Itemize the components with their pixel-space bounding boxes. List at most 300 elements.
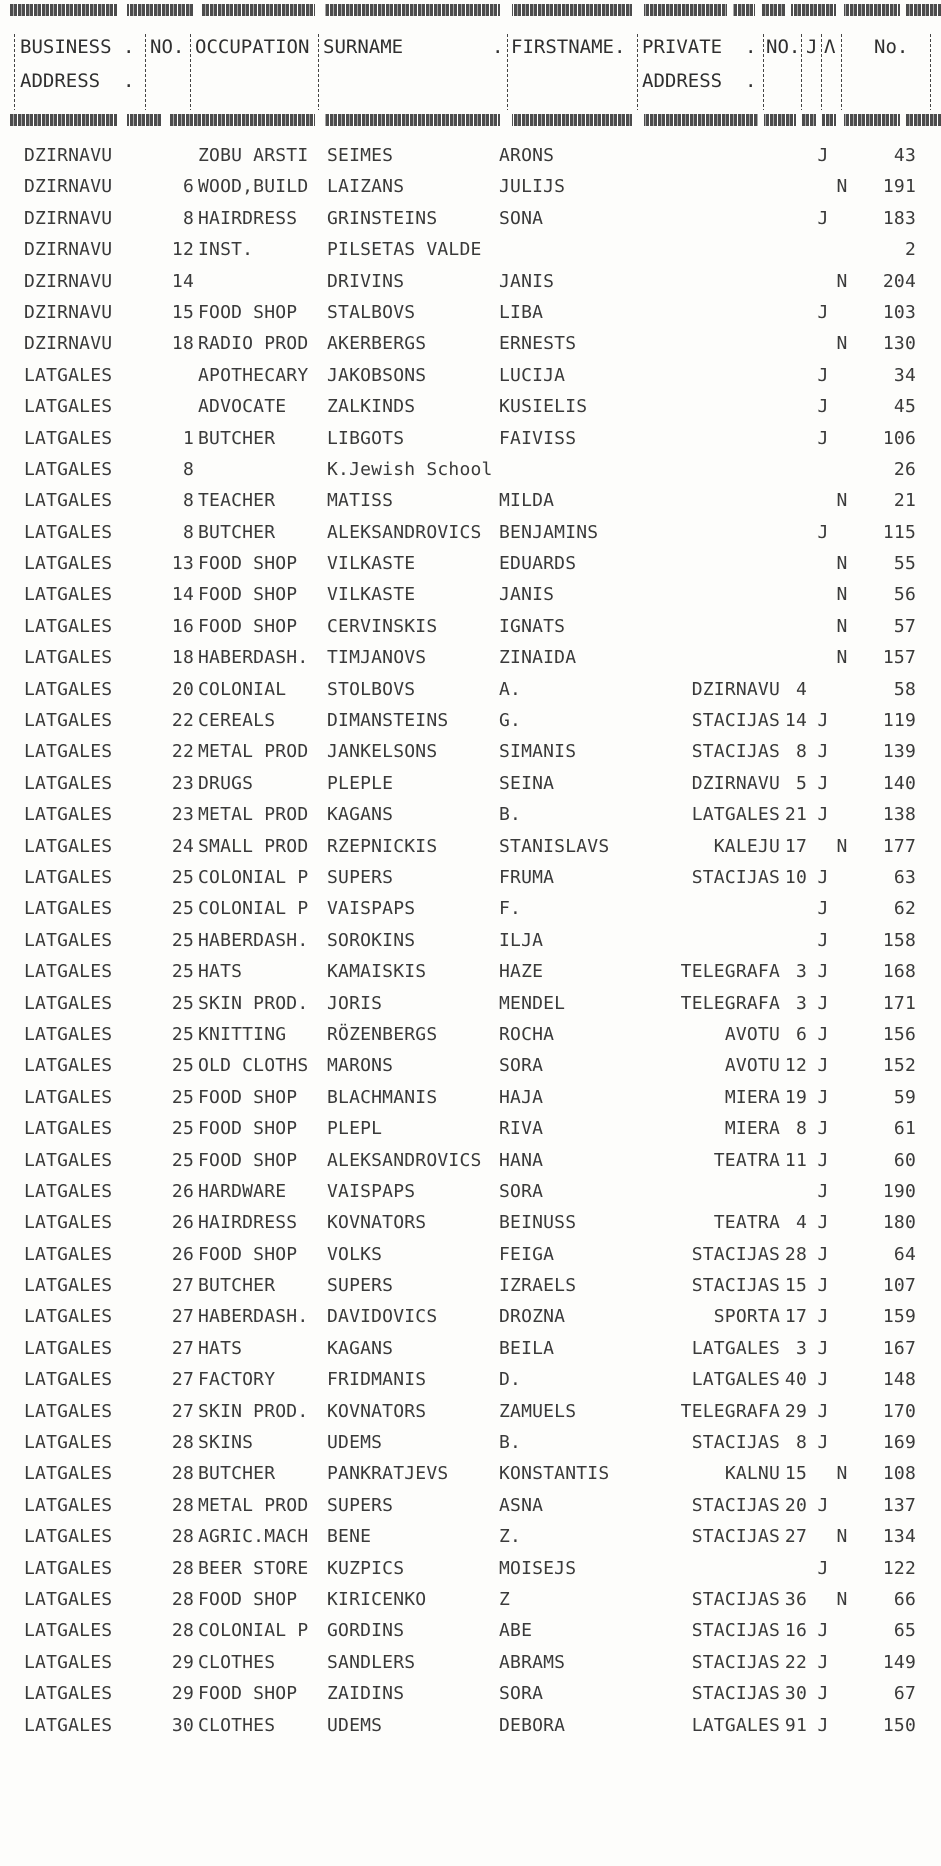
table-row (0, 1019, 941, 1050)
header-occupation: OCCUPATION (195, 36, 310, 58)
j-flag-cell: J (817, 427, 829, 449)
record-number-cell: 34 (893, 364, 916, 386)
record-number-cell: 64 (893, 1243, 916, 1265)
occupation-cell: COLONIAL (198, 678, 287, 700)
j-flag-cell: J (817, 961, 829, 983)
j-flag-cell: J (817, 710, 829, 732)
table-row (0, 925, 941, 956)
private-number-cell: 5 (795, 772, 807, 794)
private-address-cell: STACIJAS (691, 1243, 780, 1265)
surname-cell: PILSETAS VALDE (327, 239, 482, 261)
j-flag-cell: J (817, 1055, 829, 1077)
private-number-cell: 14 (784, 710, 807, 732)
surname-cell: VAISPAPS (327, 1180, 416, 1202)
private-number-cell: 20 (784, 1494, 807, 1516)
record-number-cell: 191 (882, 176, 916, 198)
private-number-cell: 16 (784, 1620, 807, 1642)
table-row (0, 1113, 941, 1144)
table-row (0, 1521, 941, 1552)
private-address-cell: LATGALES (691, 804, 780, 826)
business-number-cell: 27 (171, 1400, 194, 1422)
j-flag-cell: J (817, 804, 829, 826)
table-row (0, 831, 941, 862)
occupation-cell: BUTCHER (198, 521, 276, 543)
occupation-cell: APOTHECARY (198, 364, 309, 386)
table-row (0, 862, 941, 893)
table-row (0, 642, 941, 673)
business-address-cell: LATGALES (24, 1212, 113, 1234)
record-number-cell: 26 (893, 458, 916, 480)
business-number-cell: 25 (171, 1086, 194, 1108)
occupation-cell: HABERDASH. (198, 647, 309, 669)
surname-cell: GRINSTEINS (327, 207, 438, 229)
private-number-cell: 30 (784, 1683, 807, 1705)
surname-cell: FRIDMANIS (327, 1369, 427, 1391)
private-number-cell: 11 (784, 1149, 807, 1171)
business-address-cell: DZIRNAVU (24, 145, 113, 166)
private-address-cell: MIERA (724, 1118, 780, 1140)
table-row (0, 1207, 941, 1238)
firstname-cell: JANIS (499, 584, 555, 606)
occupation-cell: ZOBU ARSTI (198, 145, 309, 166)
business-number-cell: 18 (171, 333, 194, 355)
header-firstname: FIRSTNAME. (511, 36, 626, 58)
header-divider (145, 34, 146, 110)
business-address-cell: LATGALES (24, 1526, 113, 1548)
firstname-cell: ABRAMS (499, 1651, 566, 1673)
firstname-cell: SONA (499, 207, 544, 229)
surname-cell: KOVNATORS (327, 1400, 427, 1422)
private-number-cell: 15 (784, 1275, 807, 1297)
firstname-cell: ZINAIDA (499, 647, 577, 669)
business-address-cell: LATGALES (24, 1180, 113, 1202)
occupation-cell: HABERDASH. (198, 929, 309, 951)
business-number-cell: 25 (171, 1118, 194, 1140)
surname-cell: PLEPLE (327, 772, 394, 794)
private-address-cell: TELEGRAFA (680, 961, 780, 983)
surname-cell: UDEMS (327, 1714, 383, 1736)
header-divider (801, 34, 802, 110)
business-number-cell: 27 (171, 1306, 194, 1328)
firstname-cell: SORA (499, 1683, 544, 1705)
dotted-rule-top (10, 4, 941, 16)
firstname-cell: HANA (499, 1149, 544, 1171)
record-number-cell: 171 (882, 992, 916, 1014)
business-address-cell: LATGALES (24, 1651, 113, 1673)
header-no: NO. (150, 36, 185, 58)
j-flag-cell: J (817, 1212, 829, 1234)
record-number-cell: 45 (893, 396, 916, 418)
header-surname: SURNAME (323, 36, 404, 58)
private-address-cell: STACIJAS (691, 1494, 780, 1516)
firstname-cell: ERNESTS (499, 333, 577, 355)
table-row (0, 1615, 941, 1646)
occupation-cell: HAIRDRESS (198, 1212, 298, 1234)
business-number-cell: 27 (171, 1275, 194, 1297)
record-number-cell: 170 (882, 1400, 916, 1422)
firstname-cell: BEILA (499, 1337, 555, 1359)
surname-cell: KOVNATORS (327, 1212, 427, 1234)
record-number-cell: 61 (893, 1118, 916, 1140)
surname-cell: PLEPL (327, 1118, 383, 1140)
j-flag-cell: J (817, 772, 829, 794)
private-address-cell: TELEGRAFA (680, 992, 780, 1014)
surname-cell: VAISPAPS (327, 898, 416, 920)
firstname-cell: JULIJS (499, 176, 566, 198)
occupation-cell: BUTCHER (198, 1275, 276, 1297)
firstname-cell: ARONS (499, 145, 555, 166)
private-address-cell: STACIJAS (691, 1651, 780, 1673)
table-row (0, 1553, 941, 1584)
occupation-cell: INST. (198, 239, 254, 261)
table-row (0, 893, 941, 924)
private-number-cell: 22 (784, 1651, 807, 1673)
private-address-cell: STACIJAS (691, 741, 780, 763)
j-flag-cell: J (817, 1683, 829, 1705)
j-flag-cell: J (817, 1337, 829, 1359)
private-number-cell: 36 (784, 1588, 807, 1610)
private-number-cell: 17 (784, 1306, 807, 1328)
n-flag-cell: N (836, 1588, 848, 1610)
occupation-cell: CLOTHES (198, 1651, 276, 1673)
private-address-cell: STACIJAS (691, 866, 780, 888)
firstname-cell: ASNA (499, 1494, 544, 1516)
header-n: Λ (824, 36, 836, 58)
business-address-cell: LATGALES (24, 647, 113, 669)
business-address-cell: LATGALES (24, 427, 113, 449)
firstname-cell: RIVA (499, 1118, 544, 1140)
firstname-cell: ZAMUELS (499, 1400, 577, 1422)
record-number-cell: 138 (882, 804, 916, 826)
j-flag-cell: J (817, 1275, 829, 1297)
record-number-cell: 159 (882, 1306, 916, 1328)
table-row (0, 234, 941, 265)
record-number-cell: 130 (882, 333, 916, 355)
business-number-cell: 8 (182, 490, 194, 512)
business-address-cell: LATGALES (24, 1275, 113, 1297)
business-address-cell: LATGALES (24, 490, 113, 512)
occupation-cell: CLOTHES (198, 1714, 276, 1736)
j-flag-cell: J (817, 898, 829, 920)
n-flag-cell: N (836, 615, 848, 637)
surname-cell: KUZPICS (327, 1557, 405, 1579)
surname-cell: STOLBOVS (327, 678, 416, 700)
occupation-cell: COLONIAL P (198, 866, 309, 888)
occupation-cell: HARDWARE (198, 1180, 287, 1202)
private-number-cell: 19 (784, 1086, 807, 1108)
record-number-cell: 63 (893, 866, 916, 888)
record-number-cell: 106 (882, 427, 916, 449)
business-number-cell: 8 (182, 521, 194, 543)
table-row (0, 1333, 941, 1364)
occupation-cell: COLONIAL P (198, 1620, 309, 1642)
occupation-cell: COLONIAL P (198, 898, 309, 920)
record-number-cell: 204 (882, 270, 916, 292)
private-address-cell: DZIRNAVU (691, 678, 780, 700)
occupation-cell: HABERDASH. (198, 1306, 309, 1328)
record-number-cell: 56 (893, 584, 916, 606)
private-number-cell: 21 (784, 804, 807, 826)
table-row (0, 768, 941, 799)
header-divider (318, 34, 319, 110)
j-flag-cell: J (817, 1714, 829, 1736)
table-row (0, 1710, 941, 1741)
j-flag-cell: J (817, 929, 829, 951)
surname-cell: GORDINS (327, 1620, 405, 1642)
j-flag-cell: J (817, 1651, 829, 1673)
record-number-cell: 65 (893, 1620, 916, 1642)
record-number-cell: 157 (882, 647, 916, 669)
table-row (0, 454, 941, 485)
business-address-cell: DZIRNAVU (24, 270, 113, 292)
header-number: No. (874, 36, 909, 58)
private-number-cell: 28 (784, 1243, 807, 1265)
table-row (0, 1301, 941, 1332)
business-number-cell: 25 (171, 1055, 194, 1077)
private-address-cell: STACIJAS (691, 1526, 780, 1548)
business-number-cell: 23 (171, 772, 194, 794)
firstname-cell: ABE (499, 1620, 533, 1642)
table-row (0, 1176, 941, 1207)
firstname-cell: MOISEJS (499, 1557, 577, 1579)
firstname-cell: HAJA (499, 1086, 544, 1108)
private-number-cell: 17 (784, 835, 807, 857)
firstname-cell: B. (499, 1432, 522, 1454)
private-address-cell: LATGALES (691, 1337, 780, 1359)
occupation-cell: FOOD SHOP (198, 1683, 298, 1705)
occupation-cell: OLD CLOTHS (198, 1055, 309, 1077)
business-number-cell: 1 (182, 427, 194, 449)
private-address-cell: KALEJU (713, 835, 780, 857)
n-flag-cell: N (836, 176, 848, 198)
header-j: J (806, 36, 818, 58)
private-address-cell: AVOTU (724, 1023, 780, 1045)
record-number-cell: 190 (882, 1180, 916, 1202)
n-flag-cell: N (836, 333, 848, 355)
header-dot: . (492, 36, 504, 58)
table-row (0, 360, 941, 391)
surname-cell: VOLKS (327, 1243, 383, 1265)
business-number-cell: 14 (171, 584, 194, 606)
private-number-cell: 12 (784, 1055, 807, 1077)
surname-cell: SUPERS (327, 1275, 394, 1297)
private-address-cell: DZIRNAVU (691, 772, 780, 794)
business-number-cell: 28 (171, 1557, 194, 1579)
header-business-address: BUSINESS . ADDRESS . (20, 36, 135, 92)
private-number-cell: 3 (795, 992, 807, 1014)
business-number-cell: 8 (182, 458, 194, 480)
surname-cell: MARONS (327, 1055, 394, 1077)
occupation-cell: BUTCHER (198, 427, 276, 449)
record-number-cell: 59 (893, 1086, 916, 1108)
occupation-cell: HATS (198, 961, 243, 983)
surname-cell: SANDLERS (327, 1651, 416, 1673)
table-row (0, 391, 941, 422)
table-row (0, 736, 941, 767)
table-row (0, 1490, 941, 1521)
record-number-cell: 150 (882, 1714, 916, 1736)
firstname-cell: ILJA (499, 929, 544, 951)
private-address-cell: MIERA (724, 1086, 780, 1108)
private-address-cell: STACIJAS (691, 1620, 780, 1642)
business-address-cell: LATGALES (24, 1620, 113, 1642)
occupation-cell: SKIN PROD. (198, 992, 309, 1014)
private-address-cell: LATGALES (691, 1369, 780, 1391)
record-number-cell: 58 (893, 678, 916, 700)
surname-cell: LIBGOTS (327, 427, 405, 449)
business-address-cell: DZIRNAVU (24, 176, 113, 198)
occupation-cell: SKIN PROD. (198, 1400, 309, 1422)
business-address-cell: LATGALES (24, 929, 113, 951)
business-address-cell: LATGALES (24, 458, 113, 480)
business-address-cell: DZIRNAVU (24, 301, 113, 323)
j-flag-cell: J (817, 866, 829, 888)
occupation-cell: CEREALS (198, 710, 276, 732)
record-number-cell: 183 (882, 207, 916, 229)
business-address-cell: LATGALES (24, 866, 113, 888)
firstname-cell: IGNATS (499, 615, 566, 637)
record-number-cell: 119 (882, 710, 916, 732)
table-row (0, 611, 941, 642)
business-address-cell: LATGALES (24, 1432, 113, 1454)
firstname-cell: DROZNA (499, 1306, 566, 1328)
header-no-2: NO. (766, 36, 801, 58)
record-number-cell: 140 (882, 772, 916, 794)
record-number-cell: 169 (882, 1432, 916, 1454)
record-number-cell: 180 (882, 1212, 916, 1234)
header-divider (930, 34, 931, 110)
firstname-cell: MENDEL (499, 992, 566, 1014)
firstname-cell: KUSIELIS (499, 396, 588, 418)
business-number-cell: 25 (171, 992, 194, 1014)
record-number-cell: 122 (882, 1557, 916, 1579)
private-number-cell: 10 (784, 866, 807, 888)
record-number-cell: 60 (893, 1149, 916, 1171)
business-number-cell: 25 (171, 961, 194, 983)
surname-cell: VILKASTE (327, 584, 416, 606)
record-number-cell: 55 (893, 553, 916, 575)
table-row (0, 1458, 941, 1489)
business-address-cell: LATGALES (24, 1086, 113, 1108)
private-number-cell: 91 (784, 1714, 807, 1736)
occupation-cell: FOOD SHOP (198, 1588, 298, 1610)
private-number-cell: 3 (795, 1337, 807, 1359)
header-divider (507, 34, 508, 110)
occupation-cell: HAIRDRESS (198, 207, 298, 229)
j-flag-cell: J (817, 1494, 829, 1516)
occupation-cell: TEACHER (198, 490, 276, 512)
business-number-cell: 22 (171, 741, 194, 763)
occupation-cell: WOOD,BUILD (198, 176, 309, 198)
business-address-cell: LATGALES (24, 521, 113, 543)
j-flag-cell: J (817, 145, 829, 166)
business-address-cell: LATGALES (24, 678, 113, 700)
private-address-cell: LATGALES (691, 1714, 780, 1736)
firstname-cell: IZRAELS (499, 1275, 577, 1297)
surname-cell: BENE (327, 1526, 372, 1548)
occupation-cell: FOOD SHOP (198, 1149, 298, 1171)
firstname-cell: G. (499, 710, 522, 732)
surname-cell: ZALKINDS (327, 396, 416, 418)
private-address-cell: AVOTU (724, 1055, 780, 1077)
record-number-cell: 115 (882, 521, 916, 543)
record-number-cell: 2 (904, 239, 916, 261)
header-divider (637, 34, 638, 110)
private-address-cell: TELEGRAFA (680, 1400, 780, 1422)
firstname-cell: FAIVISS (499, 427, 577, 449)
business-number-cell: 29 (171, 1683, 194, 1705)
occupation-cell: METAL PROD (198, 804, 309, 826)
occupation-cell: AGRIC.MACH (198, 1526, 309, 1548)
business-address-cell: LATGALES (24, 1243, 113, 1265)
business-number-cell: 22 (171, 710, 194, 732)
n-flag-cell: N (836, 1463, 848, 1485)
occupation-cell: BUTCHER (198, 1463, 276, 1485)
record-number-cell: 148 (882, 1369, 916, 1391)
table-row (0, 1427, 941, 1458)
surname-cell: KIRICENKO (327, 1588, 427, 1610)
record-number-cell: 107 (882, 1275, 916, 1297)
table-row (0, 1145, 941, 1176)
j-flag-cell: J (817, 1620, 829, 1642)
private-number-cell: 6 (795, 1023, 807, 1045)
surname-cell: PANKRATJEVS (327, 1463, 449, 1485)
j-flag-cell: J (817, 1180, 829, 1202)
n-flag-cell: N (836, 270, 848, 292)
business-address-cell: LATGALES (24, 898, 113, 920)
table-row (0, 1050, 941, 1081)
firstname-cell: A. (499, 678, 522, 700)
business-address-cell: LATGALES (24, 1463, 113, 1485)
table-header (14, 30, 941, 114)
firstname-cell: ROCHA (499, 1023, 555, 1045)
j-flag-cell: J (817, 1086, 829, 1108)
surname-cell: SUPERS (327, 866, 394, 888)
occupation-cell: FOOD SHOP (198, 301, 298, 323)
table-row (0, 328, 941, 359)
business-address-cell: LATGALES (24, 1714, 113, 1736)
business-address-cell: LATGALES (24, 615, 113, 637)
occupation-cell: FOOD SHOP (198, 1086, 298, 1108)
business-number-cell: 25 (171, 929, 194, 951)
n-flag-cell: N (836, 490, 848, 512)
business-number-cell: 28 (171, 1620, 194, 1642)
business-address-cell: LATGALES (24, 584, 113, 606)
business-number-cell: 28 (171, 1526, 194, 1548)
business-address-cell: DZIRNAVU (24, 239, 113, 261)
business-address-cell: LATGALES (24, 710, 113, 732)
private-number-cell: 15 (784, 1463, 807, 1485)
surname-cell: SUPERS (327, 1494, 394, 1516)
firstname-cell: LUCIJA (499, 364, 566, 386)
occupation-cell: KNITTING (198, 1023, 287, 1045)
table-row (0, 579, 941, 610)
record-number-cell: 62 (893, 898, 916, 920)
occupation-cell: HATS (198, 1337, 243, 1359)
record-number-cell: 57 (893, 615, 916, 637)
surname-cell: SEIMES (327, 145, 394, 166)
n-flag-cell: N (836, 647, 848, 669)
private-address-cell: TEATRA (713, 1149, 780, 1171)
surname-cell: VILKASTE (327, 553, 416, 575)
surname-cell: UDEMS (327, 1432, 383, 1454)
header-divider (190, 34, 191, 110)
business-number-cell: 24 (171, 835, 194, 857)
occupation-cell: FOOD SHOP (198, 584, 298, 606)
business-address-cell: DZIRNAVU (24, 207, 113, 229)
business-number-cell: 6 (182, 176, 194, 198)
business-number-cell: 27 (171, 1337, 194, 1359)
